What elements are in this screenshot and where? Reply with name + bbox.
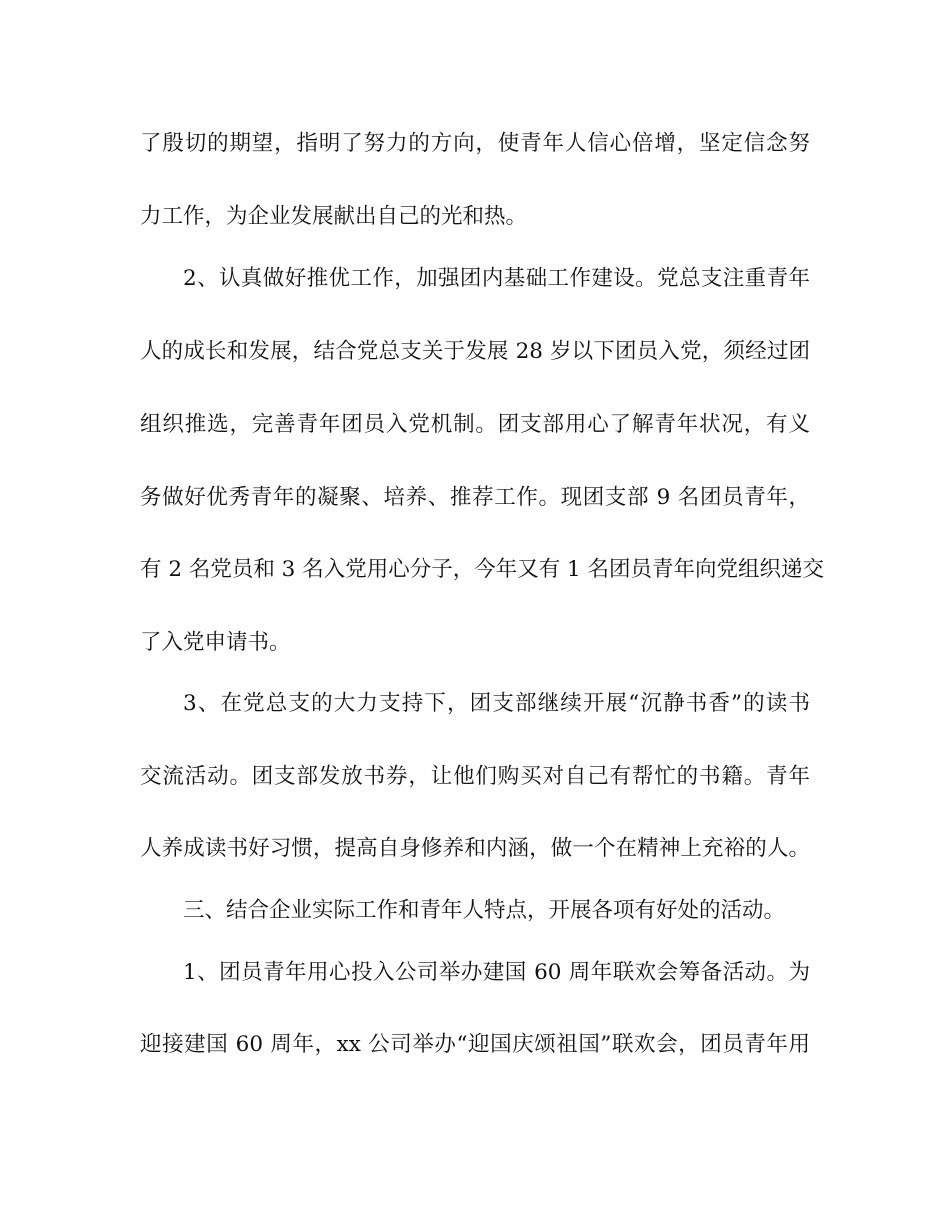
text-line-10: 交流活动。团支部发放书券，让他们购买对自己有帮忙的书籍。青年	[140, 764, 810, 789]
text-line-14: 迎接建国 60 周年，xx 公司举办“迎国庆颂祖国”联欢会，团员青年用	[140, 1032, 810, 1057]
text-line-7: 有 2 名党员和 3 名入党用心分子，今年又有 1 名团员青年向党组织递交	[140, 557, 825, 582]
text-line-2: 力工作，为企业发展献出自己的光和热。	[140, 204, 528, 229]
text-line-8: 了入党申请书。	[140, 630, 291, 655]
text-line-11: 人养成读书好习惯，提高自身修养和内涵，做一个在精神上充裕的人。	[140, 836, 810, 861]
text-line-6: 务做好优秀青年的凝聚、培养、推荐工作。现团支部 9 名团员青年，	[140, 485, 810, 510]
text-line-9: 3、在党总支的大力支持下，团支部继续开展“沉静书香”的读书	[183, 691, 810, 716]
text-line-3: 2、认真做好推优工作，加强团内基础工作建设。党总支注重青年	[183, 266, 810, 291]
text-line-4: 人的成长和发展，结合党总支关于发展 28 岁以下团员入党，须经过团	[140, 339, 810, 364]
text-line-12: 三、结合企业实际工作和青年人特点，开展各项有好处的活动。	[183, 898, 786, 923]
text-line-5: 组织推选，完善青年团员入党机制。团支部用心了解青年状况，有义	[140, 412, 810, 437]
text-line-13: 1、团员青年用心投入公司举办建国 60 周年联欢会筹备活动。为	[183, 960, 810, 985]
text-line-1: 了殷切的期望，指明了努力的方向，使青年人信心倍增，坚定信念努	[140, 131, 810, 156]
